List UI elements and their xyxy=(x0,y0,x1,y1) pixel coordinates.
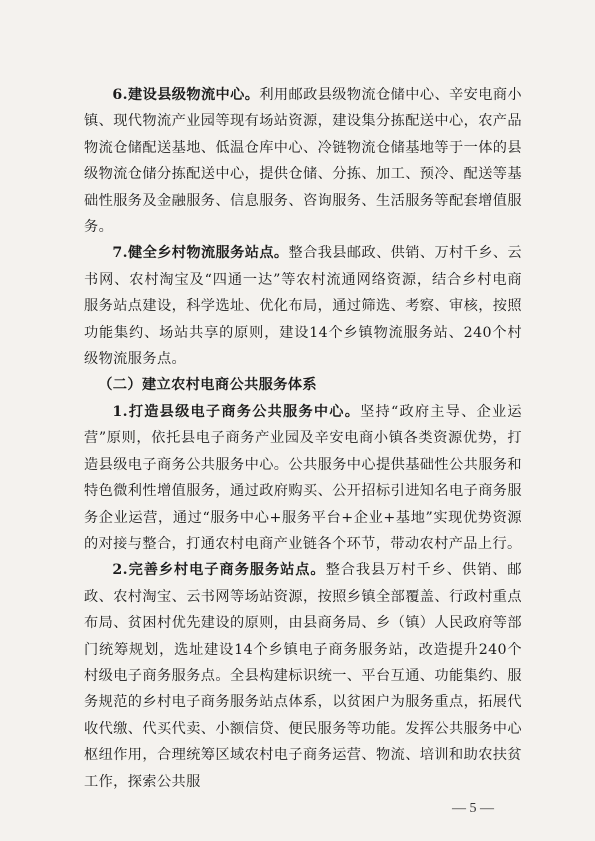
paragraph-heading: 2.完善乡村电子商务服务站点。 xyxy=(112,562,326,579)
paragraph-rural-ecommerce-stations xyxy=(84,557,522,795)
paragraph-body: 整合我县万村千乡、供销、邮政、农村淘宝、云书网等场站资源，按照乡镇全部覆盖、行政村重点布局、贫困村优先建设的原则，由县商务局、乡（镇）人民政府等部门统筹规划，选址建设14个乡镇电子商务服务站，改造提升240个村级电子商务服务点。全县构建标识统一、平台互通、功能集约、服务规范的乡村电子商务服务站点体系，以贫困户为服务重点，拓展代收代缴、代买代卖、小额信贷、便民服务等功能。发挥公共服务中心枢纽作用，合理统筹区域农村电子商务运营、物流、培训和助农扶贫工作，探索公共服 xyxy=(84,562,523,790)
body-text xyxy=(84,82,522,795)
paragraph-heading: 7.健全乡村物流服务站点。 xyxy=(112,245,289,262)
paragraph-body: 利用邮政县级物流仓储中心、辛安电商小镇、现代物流产业园等现有场站资源，建设集分拣配送中心，农产品物流仓储配送基地、低温仓库中心、冷链物流仓储基地等于一体的县级物流仓储分拣配送中心，提供仓储、分拣、加工、预冷、配送等基础性服务及金融服务、信息服务、咨询服务、生活服务等配套增值服务。 xyxy=(84,87,522,236)
paragraph-heading: 6.建设县级物流中心。 xyxy=(112,87,260,103)
paragraph-rural-logistics-stations xyxy=(84,240,522,372)
paragraph-body: 坚持“政府主导、企业运营”原则，依托县电子商务产业园及辛安电商小镇各类资源优势，打造县级电子商务公共服务中心。公共服务中心提供基础性公共服务和特色微利性增值服务，通过政府购买、公开招标引进知名电子商务服务企业运营，通过“服务中心+服务平台+企业+基地”实现优势资源的对接与整合，打通农村电商产业链各个环节，带动农村产品上行。 xyxy=(84,403,522,552)
section-heading: （二）建立农村电商公共服务体系 xyxy=(98,377,318,394)
paragraph-heading: 1.打造县级电子商务公共服务中心。 xyxy=(112,403,361,420)
paragraph-body: 整合我县邮政、供销、万村千乡、云书网、农村淘宝及“四通一达”等农村流通网络资源，结合乡村电商服务站点建设，科学选址、优化布局，通过筛选、考察、审核，按照功能集约、场站共享的原则，建设14个乡镇物流服务站、240个村级物流服务点。 xyxy=(84,245,523,368)
paragraph-county-logistics-center xyxy=(84,82,522,240)
page-number: — 5 — xyxy=(452,801,494,816)
paragraph-county-ecommerce-center xyxy=(84,399,522,557)
